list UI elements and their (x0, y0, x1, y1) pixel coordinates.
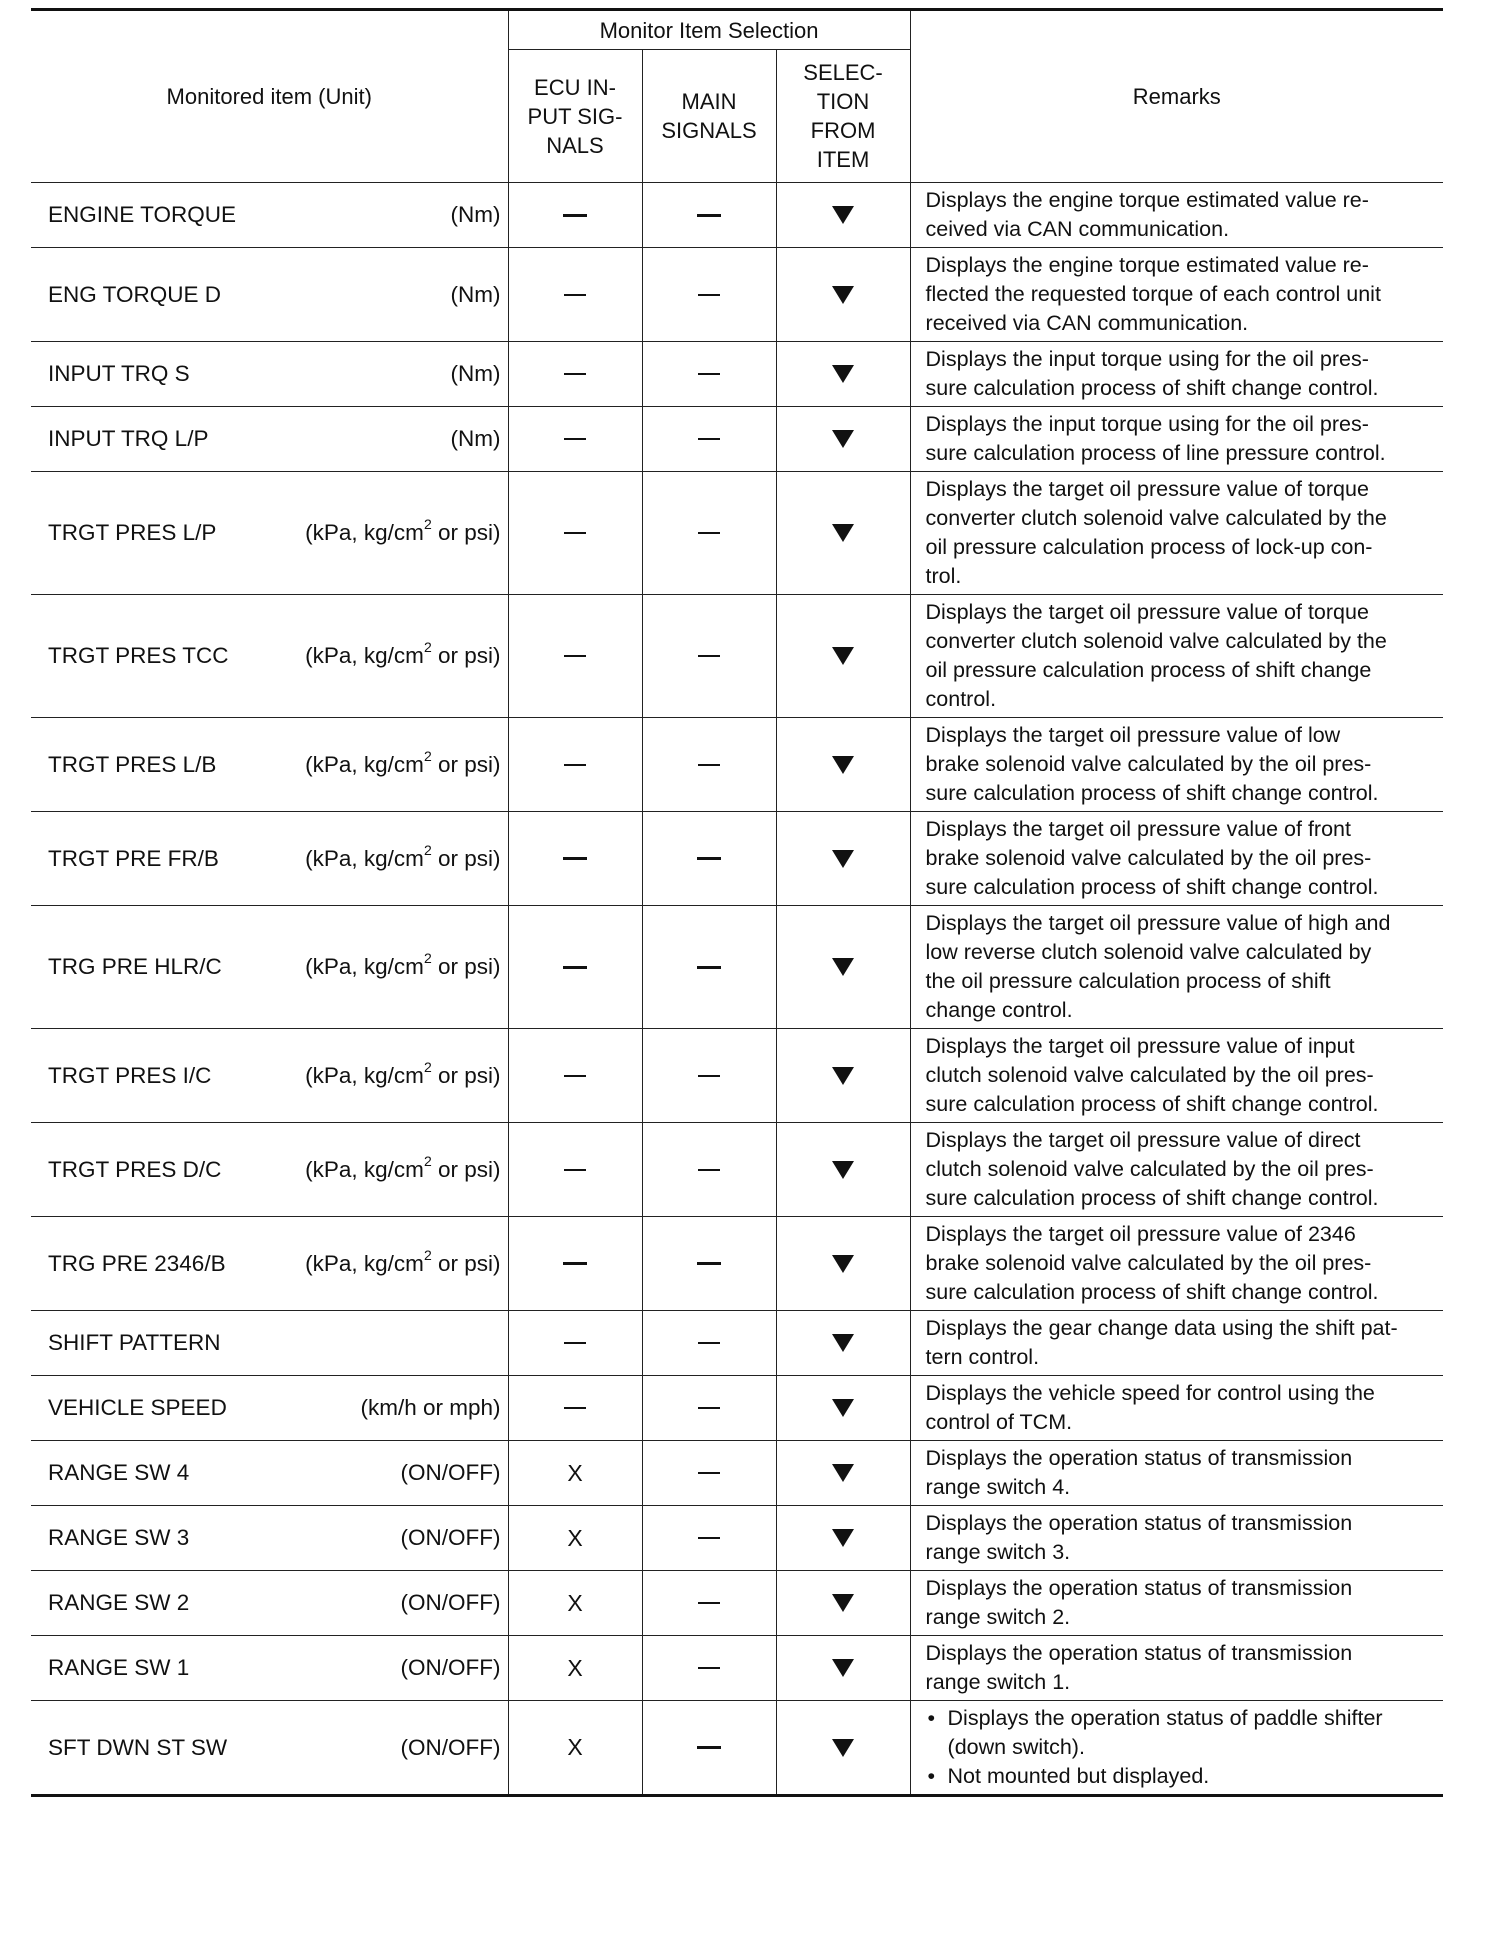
remark-text: Displays the vehicle speed for control using the control of TCM. (925, 1381, 1375, 1434)
unit-suffix: or psi) (431, 845, 501, 871)
item-name: VEHICLE SPEED (48, 1395, 227, 1420)
item-name: RANGE SW 2 (48, 1590, 190, 1615)
unit-prefix: (kPa, kg/cm (305, 643, 424, 668)
remark-bullet: • Not mounted but displayed. (926, 1762, 1438, 1791)
dash-icon (697, 966, 721, 969)
item-unit: (Nm) (450, 202, 501, 227)
unit-prefix: (kPa, kg/cm (305, 1250, 424, 1276)
ecu-input-mark-cell (508, 595, 642, 718)
dash-icon (698, 1342, 720, 1344)
table-row (31, 1441, 1443, 1506)
table-row (31, 812, 1443, 906)
main-signals-mark-cell (642, 1029, 776, 1123)
ecu-input-mark-cell (508, 1029, 642, 1123)
item-unit (305, 747, 501, 778)
selection-mark-cell (776, 1376, 910, 1441)
item-name: RANGE SW 4 (48, 1460, 190, 1485)
dash-icon (564, 532, 586, 534)
dash-icon (564, 438, 586, 440)
item-name: TRGT PRES I/C (48, 1062, 212, 1088)
selection-mark-cell (776, 1029, 910, 1123)
remark-text: Displays the operation status of transmission range switch 1. (925, 1641, 1353, 1694)
item-unit: (Nm) (450, 426, 501, 451)
remark-text: Displays the engine torque estimated value re- flected the requested torque of each control unit received via CAN communication. (925, 253, 1381, 335)
unit-suffix: or psi) (431, 520, 501, 545)
down-triangle-icon (832, 286, 854, 304)
down-triangle-icon (832, 206, 854, 224)
main-signals-mark-cell (642, 1701, 776, 1796)
unit-prefix: (kPa, kg/cm (305, 1156, 424, 1182)
table-row (31, 472, 1443, 595)
ecu-input-mark-cell (508, 718, 642, 812)
table-row (31, 1701, 1443, 1796)
item-name: RANGE SW 3 (48, 1525, 190, 1550)
dash-icon (698, 1075, 720, 1077)
selection-mark-cell (776, 472, 910, 595)
dash-icon (698, 1537, 720, 1539)
main-signals-mark-cell (642, 1376, 776, 1441)
remark-cell (910, 595, 1443, 718)
ecu-input-mark-cell (508, 183, 642, 248)
remark-text: Displays the engine torque estimated value re- ceived via CAN communication. (925, 188, 1369, 241)
ecu-input-mark-cell (508, 812, 642, 906)
main-signals-mark-cell (642, 812, 776, 906)
header-monitored-item: Monitored item (Unit) (31, 10, 508, 183)
dash-icon (564, 1342, 586, 1344)
unit-exponent: 2 (423, 1058, 432, 1075)
unit-prefix: (kPa, kg/cm (305, 1062, 424, 1088)
table-row (31, 407, 1443, 472)
selection-mark-cell (776, 1636, 910, 1701)
selection-mark-cell (776, 1441, 910, 1506)
monitored-item-cell (31, 1123, 508, 1217)
dash-icon (697, 214, 721, 217)
unit-suffix: or psi) (431, 643, 501, 668)
remark-text: Displays the target oil pressure value of high and low reverse clutch solenoid valve calculated by the oil pressure calculation process of shift change control. (925, 911, 1391, 1022)
selection-mark-cell (776, 1506, 910, 1571)
item-unit: (ON/OFF) (400, 1734, 501, 1760)
unit-exponent: 2 (423, 841, 432, 858)
monitored-item-cell (31, 1571, 508, 1636)
selection-mark-cell (776, 1123, 910, 1217)
table-row (31, 1311, 1443, 1376)
ecu-input-mark-cell (508, 906, 642, 1029)
down-triangle-icon (832, 1334, 854, 1352)
selection-mark-cell (776, 1311, 910, 1376)
remark-cell (910, 1571, 1443, 1636)
down-triangle-icon (832, 1529, 854, 1547)
unit-suffix: or psi) (431, 751, 501, 777)
table-row (31, 1506, 1443, 1571)
table-row (31, 342, 1443, 407)
table-body (31, 183, 1443, 1796)
item-unit (305, 639, 501, 669)
selection-mark-cell (776, 595, 910, 718)
selection-mark-cell (776, 1571, 910, 1636)
remark-cell (910, 906, 1443, 1029)
item-name: TRG PRE HLR/C (48, 954, 222, 979)
remark-text: Displays the target oil pressure value of direct clutch solenoid valve calculated by the oil pres- sure calculation process of shift change control. (925, 1128, 1379, 1210)
dash-icon (563, 214, 587, 217)
unit-prefix: (kPa, kg/cm (305, 954, 424, 979)
table-row (31, 1217, 1443, 1311)
unit-prefix: (kPa, kg/cm (305, 845, 424, 871)
monitored-item-cell (31, 812, 508, 906)
dash-icon (698, 532, 720, 534)
ecu-input-mark-cell (508, 1376, 642, 1441)
unit-exponent: 2 (423, 516, 432, 532)
x-mark: X (567, 1459, 583, 1486)
dash-icon (563, 966, 587, 969)
table-row (31, 248, 1443, 342)
dash-icon (697, 1746, 721, 1749)
remark-bullet: • Displays the operation status of paddle shifter (down switch). (926, 1704, 1438, 1762)
monitored-item-cell (31, 906, 508, 1029)
remark-cell (910, 183, 1443, 248)
item-unit (305, 950, 501, 980)
item-unit (305, 1058, 501, 1089)
ecu-input-mark-cell (508, 1441, 642, 1506)
down-triangle-icon (832, 1067, 854, 1085)
dash-icon (698, 1407, 720, 1409)
down-triangle-icon (832, 365, 854, 383)
dash-icon (564, 373, 586, 375)
table-row (31, 718, 1443, 812)
dash-icon (564, 764, 586, 766)
item-unit (305, 1246, 501, 1277)
item-unit: (ON/OFF) (400, 1460, 501, 1485)
down-triangle-icon (832, 1161, 854, 1179)
selection-mark-cell (776, 718, 910, 812)
selection-mark-cell (776, 1701, 910, 1796)
table-row (31, 1636, 1443, 1701)
monitored-item-cell (31, 1029, 508, 1123)
ecu-input-mark-cell (508, 342, 642, 407)
remark-text: Displays the target oil pressure value of input clutch solenoid valve calculated by the oil pres- sure calculation process of shift change control. (925, 1034, 1379, 1116)
table-row (31, 906, 1443, 1029)
ecu-input-mark-cell (508, 1311, 642, 1376)
remark-cell (910, 1701, 1443, 1796)
dash-icon (698, 655, 720, 657)
down-triangle-icon (832, 647, 854, 665)
down-triangle-icon (832, 1255, 854, 1273)
dash-icon (564, 294, 586, 296)
item-name: SHIFT PATTERN (48, 1330, 221, 1355)
down-triangle-icon (832, 430, 854, 448)
dash-icon (698, 294, 720, 296)
table-row (31, 1571, 1443, 1636)
ecu-input-mark-cell (508, 248, 642, 342)
remark-cell (910, 812, 1443, 906)
ecu-input-mark-cell (508, 472, 642, 595)
remark-cell (910, 1441, 1443, 1506)
item-unit: (ON/OFF) (400, 1655, 501, 1680)
table-row (31, 1123, 1443, 1217)
unit-prefix: (kPa, kg/cm (305, 751, 424, 777)
item-unit: (km/h or mph) (360, 1395, 501, 1420)
dash-icon (698, 1169, 720, 1171)
main-signals-mark-cell (642, 1217, 776, 1311)
dash-icon (698, 1602, 720, 1604)
ecu-input-mark-cell (508, 1636, 642, 1701)
monitored-item-cell (31, 183, 508, 248)
unit-exponent: 2 (423, 747, 432, 764)
dash-icon (564, 1407, 586, 1409)
main-signals-mark-cell (642, 595, 776, 718)
main-signals-mark-cell (642, 718, 776, 812)
remark-cell (910, 472, 1443, 595)
down-triangle-icon (832, 1594, 854, 1612)
remark-text: Displays the operation status of transmission range switch 3. (925, 1511, 1353, 1564)
table-row (31, 183, 1443, 248)
x-mark: X (567, 1589, 583, 1616)
ecu-input-mark-cell (508, 1701, 642, 1796)
table-row (31, 1029, 1443, 1123)
main-signals-mark-cell (642, 1123, 776, 1217)
dash-icon (698, 1472, 720, 1474)
dash-icon (698, 764, 720, 766)
down-triangle-icon (832, 756, 854, 774)
ecu-input-mark-cell (508, 1217, 642, 1311)
monitored-item-cell (31, 472, 508, 595)
dash-icon (564, 655, 586, 657)
monitored-item-cell (31, 1217, 508, 1311)
dash-icon (697, 1262, 721, 1265)
down-triangle-icon (832, 1739, 854, 1757)
remark-text: Displays the target oil pressure value of torque converter clutch solenoid valve calculated by the oil pressure calculation process of lock-up con- trol. (925, 477, 1387, 588)
header-ecu-input-signals: ECU IN- PUT SIG- NALS (508, 50, 642, 183)
dash-icon (563, 857, 587, 860)
item-unit (305, 841, 501, 872)
monitored-item-cell (31, 342, 508, 407)
dash-icon (698, 1667, 720, 1669)
remark-cell (910, 407, 1443, 472)
monitored-item-cell (31, 1376, 508, 1441)
dash-icon (563, 1262, 587, 1265)
remark-cell (910, 1217, 1443, 1311)
down-triangle-icon (832, 1659, 854, 1677)
item-name: INPUT TRQ S (48, 361, 190, 386)
unit-exponent: 2 (423, 1152, 432, 1169)
item-unit: (ON/OFF) (400, 1525, 501, 1550)
down-triangle-icon (832, 958, 854, 976)
table-row (31, 595, 1443, 718)
dash-icon (698, 438, 720, 440)
remark-text: Displays the target oil pressure value of torque converter clutch solenoid valve calculated by the oil pressure calculation process of shift change control. (925, 600, 1387, 711)
selection-mark-cell (776, 183, 910, 248)
item-unit: (Nm) (450, 281, 501, 307)
remark-bullet-list (926, 1704, 1438, 1791)
item-name: SFT DWN ST SW (48, 1734, 228, 1760)
x-mark: X (567, 1734, 583, 1760)
main-signals-mark-cell (642, 472, 776, 595)
monitored-item-cell (31, 1636, 508, 1701)
table-row (31, 1376, 1443, 1441)
down-triangle-icon (832, 1399, 854, 1417)
ecu-input-mark-cell (508, 1571, 642, 1636)
main-signals-mark-cell (642, 1441, 776, 1506)
header-remarks: Remarks (910, 10, 1443, 183)
unit-exponent: 2 (423, 950, 432, 966)
header-main-signals: MAIN SIGNALS (642, 50, 776, 183)
monitored-item-cell (31, 718, 508, 812)
monitored-item-cell (31, 407, 508, 472)
selection-mark-cell (776, 906, 910, 1029)
selection-mark-cell (776, 812, 910, 906)
selection-mark-cell (776, 342, 910, 407)
ecu-input-mark-cell (508, 1123, 642, 1217)
dash-icon (698, 373, 720, 375)
item-name: INPUT TRQ L/P (48, 426, 209, 451)
unit-suffix: or psi) (431, 1062, 501, 1088)
unit-exponent: 2 (423, 639, 432, 655)
dash-icon (564, 1075, 586, 1077)
unit-suffix: or psi) (431, 1250, 501, 1276)
x-mark: X (567, 1654, 583, 1681)
item-name: TRGT PRES L/P (48, 520, 217, 545)
header-monitor-item-selection: Monitor Item Selection (508, 10, 910, 50)
item-unit (305, 1152, 501, 1183)
monitored-item-cell (31, 1701, 508, 1796)
main-signals-mark-cell (642, 1311, 776, 1376)
remark-text: Displays the target oil pressure value of 2346 brake solenoid valve calculated by the oil pres- sure calculation process of shift change control. (925, 1222, 1379, 1304)
remark-text: Displays the target oil pressure value of front brake solenoid valve calculated by the oil pres- sure calculation process of shift change control. (925, 817, 1379, 899)
remark-cell (910, 1506, 1443, 1571)
remark-cell (910, 1311, 1443, 1376)
remark-text: Displays the input torque using for the oil pres- sure calculation process of line pressure control. (925, 412, 1386, 465)
monitored-item-cell (31, 248, 508, 342)
remark-text: Displays the operation status of transmission range switch 4. (925, 1446, 1353, 1499)
ecu-input-mark-cell (508, 407, 642, 472)
header-selection-from-item: SELEC- TION FROM ITEM (776, 50, 910, 183)
main-signals-mark-cell (642, 1636, 776, 1701)
selection-mark-cell (776, 1217, 910, 1311)
main-signals-mark-cell (642, 906, 776, 1029)
main-signals-mark-cell (642, 1506, 776, 1571)
main-signals-mark-cell (642, 248, 776, 342)
down-triangle-icon (832, 850, 854, 868)
main-signals-mark-cell (642, 183, 776, 248)
monitor-item-table (31, 8, 1443, 1797)
remark-text: Displays the operation status of transmission range switch 2. (925, 1576, 1353, 1629)
remark-cell (910, 1376, 1443, 1441)
ecu-input-mark-cell (508, 1506, 642, 1571)
down-triangle-icon (832, 1464, 854, 1482)
item-name: TRGT PRES L/B (48, 751, 217, 777)
item-name: ENG TORQUE D (48, 281, 221, 307)
selection-mark-cell (776, 407, 910, 472)
down-triangle-icon (832, 524, 854, 542)
item-unit (305, 516, 501, 546)
dash-icon (564, 1169, 586, 1171)
monitored-item-cell (31, 1311, 508, 1376)
main-signals-mark-cell (642, 407, 776, 472)
remark-cell (910, 248, 1443, 342)
main-signals-mark-cell (642, 1571, 776, 1636)
item-name: TRGT PRE FR/B (48, 845, 219, 871)
dash-icon (697, 857, 721, 860)
item-name: TRG PRE 2346/B (48, 1250, 226, 1276)
item-name: TRGT PRES TCC (48, 643, 229, 668)
monitored-item-cell (31, 595, 508, 718)
item-name: TRGT PRES D/C (48, 1156, 222, 1182)
remark-text: Displays the target oil pressure value of low brake solenoid valve calculated by the oil pres- sure calculation process of shift change control. (925, 723, 1379, 805)
remark-cell (910, 718, 1443, 812)
item-unit: (Nm) (450, 361, 501, 386)
unit-exponent: 2 (423, 1246, 432, 1263)
x-mark: X (567, 1524, 583, 1551)
monitored-item-cell (31, 1506, 508, 1571)
remark-cell (910, 342, 1443, 407)
item-name: ENGINE TORQUE (48, 202, 236, 227)
unit-suffix: or psi) (431, 1156, 501, 1182)
remark-text: Displays the input torque using for the oil pres- sure calculation process of shift change control. (925, 347, 1379, 400)
remark-cell (910, 1636, 1443, 1701)
selection-mark-cell (776, 248, 910, 342)
remark-cell (910, 1029, 1443, 1123)
main-signals-mark-cell (642, 342, 776, 407)
remark-cell (910, 1123, 1443, 1217)
unit-suffix: or psi) (431, 954, 501, 979)
monitored-item-cell (31, 1441, 508, 1506)
remark-text: Displays the gear change data using the shift pat- tern control. (925, 1316, 1398, 1369)
item-unit: (ON/OFF) (400, 1590, 501, 1615)
unit-prefix: (kPa, kg/cm (305, 520, 424, 545)
item-name: RANGE SW 1 (48, 1655, 190, 1680)
